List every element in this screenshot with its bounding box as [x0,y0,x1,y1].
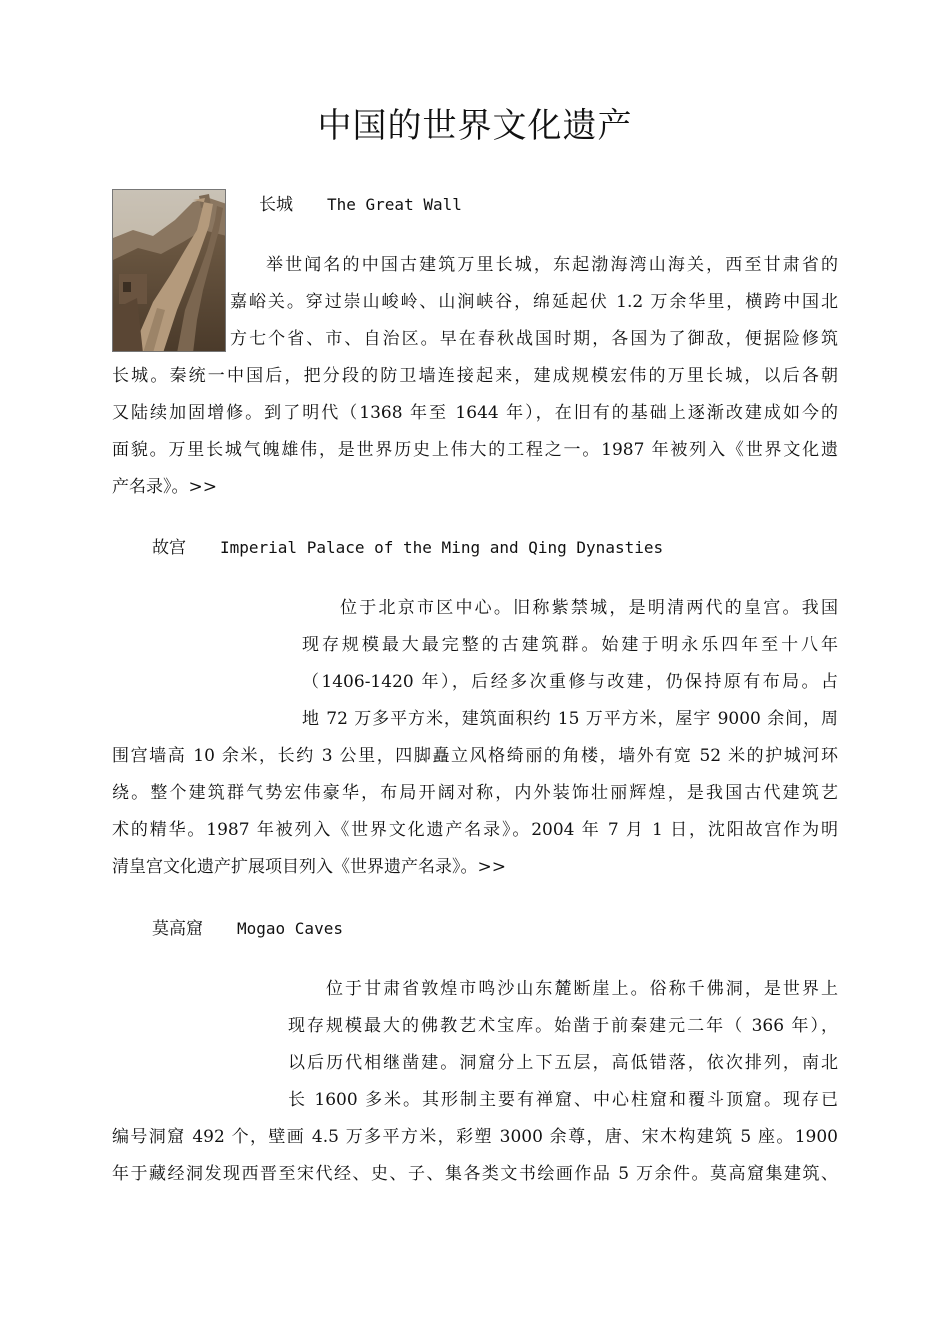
paragraph-line: 长城。秦统一中国后，把分段的防卫墙连接起来，建成规模宏伟的万里长城，以后各朝 [112,366,838,386]
paragraph-line: 清皇宫文化遗产扩展项目列入《世界遗产名录》。>> [112,857,506,877]
paragraph-line: 年于藏经洞发现西晋至宋代经、史、子、集各类文书绘画作品 5 万余件。莫高窟集建筑、 [112,1164,838,1184]
paragraph-line: 方七个省、市、自治区。早在春秋战国时期，各国为了御敌，便据险修筑 [230,329,838,349]
section-title-en: Imperial Palace of the Ming and Qing Dynasties [220,538,664,557]
section-heading-imperial-palace [152,538,663,558]
section-title-cn: 长城 [259,195,293,215]
section-title-cn: 故宫 [152,538,186,558]
paragraph-line: 绕。整个建筑群气势宏伟豪华，布局开阔对称，内外装饰壮丽辉煌，是我国古代建筑艺 [112,783,838,803]
paragraph-line: 长 1600 多米。其形制主要有禅窟、中心柱窟和覆斗顶窟。现存已 [288,1090,838,1110]
paragraph-line: 位于甘肃省敦煌市鸣沙山东麓断崖上。俗称千佛洞，是世界上 [326,979,838,999]
paragraph-line: 术的精华。1987 年被列入《世界文化遗产名录》。2004 年 7 月 1 日，沈阳故宫作为明 [112,820,838,840]
section-title-cn: 莫高窟 [152,919,203,939]
paragraph-line: 现存规模最大最完整的古建筑群。始建于明永乐四年至十八年 [302,635,838,655]
section-heading-great-wall [259,195,462,215]
paragraph-line: 举世闻名的中国古建筑万里长城，东起渤海湾山海关，西至甘肃省的 [266,255,838,275]
paragraph-line: 产名录》。>> [112,477,217,497]
paragraph-line: 地 72 万多平方米，建筑面积约 15 万平方米，屋宇 9000 余间，周 [302,709,838,729]
great-wall-image [113,190,226,352]
paragraph-line: 现存规模最大的佛教艺术宝库。始凿于前秦建元二年（ 366 年）， [288,1016,838,1036]
paragraph-line: 又陆续加固增修。到了明代（1368 年至 1644 年），在旧有的基础上逐渐改建成如今的 [112,403,838,423]
page-title: 中国的世界文化遗产 [317,106,633,146]
paragraph-line: 位于北京市区中心。旧称紫禁城，是明清两代的皇宫。我国 [340,598,838,618]
section-title-en: Mogao Caves [237,919,343,938]
section-heading-mogao-caves [152,919,343,939]
great-wall-photo [112,189,226,352]
paragraph-line: 嘉峪关。穿过崇山峻岭、山涧峡谷，绵延起伏 1.2 万余华里，横跨中国北 [230,292,838,312]
paragraph-line: 以后历代相继凿建。洞窟分上下五层，高低错落，依次排列，南北 [288,1053,838,1073]
paragraph-line: 面貌。万里长城气魄雄伟，是世界历史上伟大的工程之一。1987 年被列入《世界文化遗 [112,440,838,460]
section-title-en: The Great Wall [327,195,462,214]
paragraph-line: （1406-1420 年），后经多次重修与改建，仍保持原有布局。占 [302,672,838,692]
paragraph-line: 围宫墙高 10 余米，长约 3 公里，四脚矗立风格绮丽的角楼，墙外有宽 52 米的护城河环 [112,746,838,766]
paragraph-line: 编号洞窟 492 个，壁画 4.5 万多平方米，彩塑 3000 余尊，唐、宋木构建筑 5 座。1900 [112,1127,838,1147]
